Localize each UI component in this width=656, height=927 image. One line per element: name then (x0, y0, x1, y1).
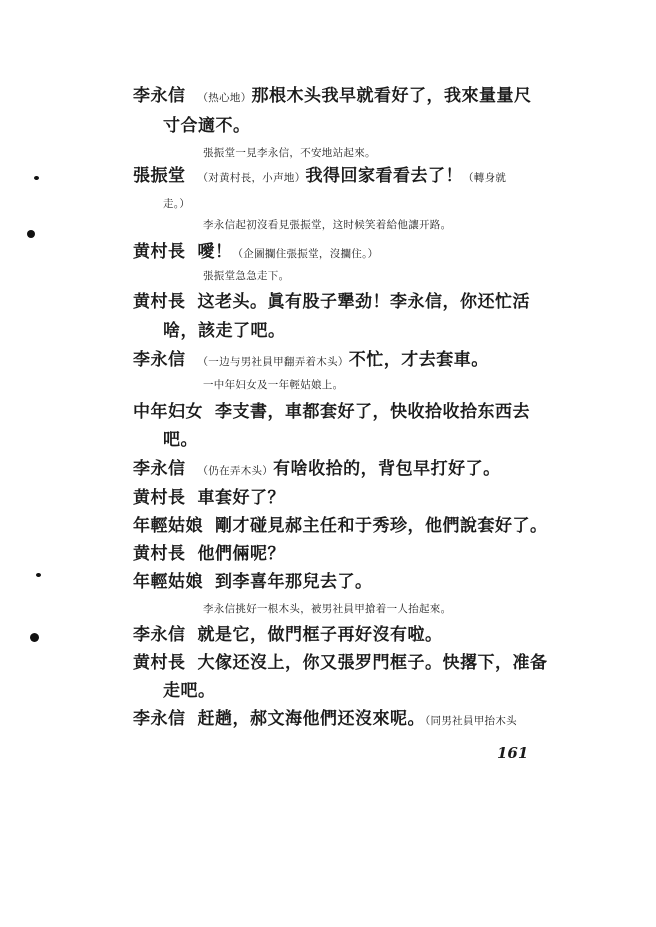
dialogue-line (133, 546, 285, 563)
dialogue-line (133, 404, 530, 421)
dialogue-line (133, 352, 489, 369)
dialogue-text: 赶趟，郝文海他們还沒來呢。 (197, 709, 425, 729)
dialogue-line (133, 244, 378, 261)
speaker-name: 李永信 (133, 625, 186, 645)
dialogue-line (133, 490, 285, 507)
scan-speck-icon (34, 176, 39, 180)
stage-direction: 走。） (163, 198, 191, 210)
speaker-name: 黄村長 (133, 544, 186, 564)
dialogue-text: 噯！ (197, 242, 233, 262)
dialogue-text: 那根木头我早就看好了，我來量量尺 (251, 86, 532, 106)
speaker-name: 黄村長 (133, 653, 186, 673)
dialogue-line (133, 711, 517, 728)
stage-direction-line: 李永信起初沒看見張振堂，这时候笑着給他讓开路。 (203, 219, 452, 231)
dialogue-line (133, 461, 501, 478)
stage-direction: （同男社員甲抬木头 (425, 715, 517, 727)
dialogue-continuation (163, 194, 190, 210)
dialogue-text: 到李喜年那兒去了。 (215, 572, 373, 592)
stage-direction-line: 張振堂一見李永信，不安地站起來。 (203, 147, 376, 159)
dialogue-text: 啥，該走了吧。 (163, 321, 286, 341)
scan-speck-icon (36, 573, 41, 577)
page-number: 161 (497, 744, 529, 762)
stage-direction-line: 一中年妇女及一年輕姑娘上。 (203, 379, 344, 391)
stage-direction: （对黄村長，小声地） (197, 172, 306, 184)
dialogue-line (133, 655, 548, 672)
dialogue-text: 走吧。 (163, 681, 216, 701)
dialogue-line (133, 574, 373, 591)
dialogue-text: 他們倆呢？ (197, 544, 285, 564)
dialogue-text: 我得回家看看去了！ (305, 166, 463, 186)
dialogue-text: 吧。 (163, 430, 198, 450)
scan-speck-icon (30, 633, 39, 642)
stage-direction: （轉身就 (463, 172, 507, 184)
speaker-name: 李永信 (133, 459, 186, 479)
stage-direction: （企圖攔住張振堂，沒攔住。） (232, 248, 379, 260)
speaker-name: 中年妇女 (133, 402, 203, 422)
stage-direction: （仍在弄木头） (197, 465, 274, 477)
speaker-name: 年輕姑娘 (133, 516, 203, 536)
dialogue-continuation (163, 323, 286, 340)
scan-speck-icon (27, 230, 35, 238)
dialogue-line (133, 88, 532, 105)
dialogue-text: 李支書，車都套好了，快收拾收拾东西去 (215, 402, 530, 422)
dialogue-text: 就是它，做門框子再好沒有啦。 (197, 625, 443, 645)
stage-direction-line: 張振堂急急走下。 (203, 270, 290, 282)
dialogue-continuation (163, 432, 198, 449)
dialogue-text: 这老头。眞有股子犟劲！李永信，你还忙活 (197, 292, 530, 312)
dialogue-text: 不忙，才去套車。 (348, 350, 489, 370)
speaker-name: 李永信 (133, 709, 186, 729)
speaker-name: 黄村長 (133, 292, 186, 312)
dialogue-line (133, 627, 443, 644)
dialogue-text: 剛才碰見郝主任和于秀珍，他們說套好了。 (215, 516, 548, 536)
speaker-name: 張振堂 (133, 166, 186, 186)
dialogue-continuation (163, 683, 216, 700)
dialogue-text: 有啥收拾的，背包早打好了。 (273, 459, 501, 479)
dialogue-continuation (163, 118, 251, 135)
speaker-name: 李永信 (133, 86, 186, 106)
stage-direction: （一边与男社員甲翻弄着木头） (197, 356, 349, 368)
dialogue-text: 寸合適不。 (163, 116, 251, 136)
speaker-name: 黄村長 (133, 488, 186, 508)
dialogue-line (133, 518, 548, 535)
dialogue-line (133, 294, 530, 311)
dialogue-text: 車套好了？ (197, 488, 285, 508)
dialogue-line (133, 168, 506, 185)
stage-direction-line: 李永信挑好一根木头，被男社員甲搶着一人抬起來。 (203, 603, 452, 615)
stage-direction: （热心地） (197, 92, 252, 104)
speaker-name: 黄村長 (133, 242, 186, 262)
speaker-name: 李永信 (133, 350, 186, 370)
speaker-name: 年輕姑娘 (133, 572, 203, 592)
dialogue-text: 大傢还沒上，你又張罗門框子。快撂下，准备 (197, 653, 548, 673)
